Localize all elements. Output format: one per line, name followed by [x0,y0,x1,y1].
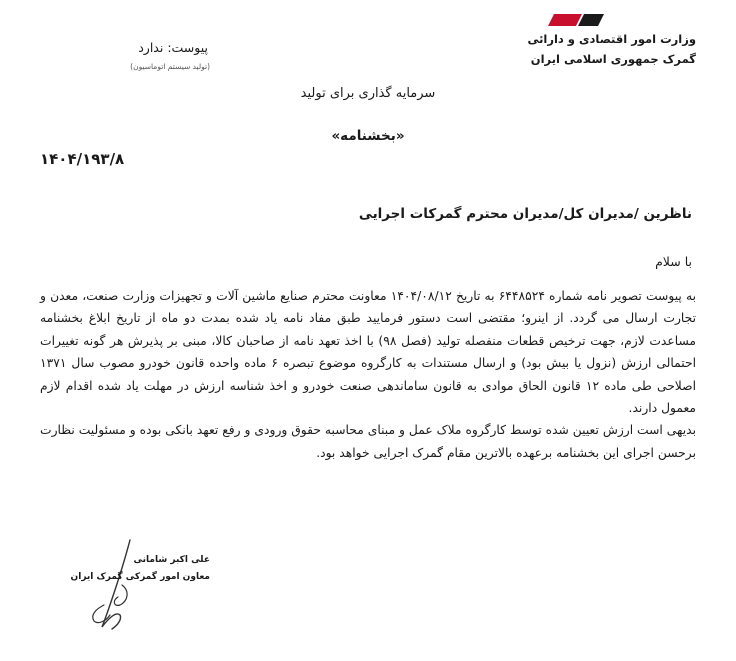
addressee: ناظرین /مدیران کل/مدیران محترم گمرکات اجرایی [358,206,692,222]
signature-block [60,535,280,635]
customs-logo-icon [548,14,604,26]
letter-date: ۱۴۰۴/۱۹۳/۸ [40,150,125,168]
letter-body [40,285,696,464]
body-paragraph-1: به پیوست تصویر نامه شماره ۶۴۴۸۵۲۴ به تاریخ ۱۴۰۴/۰۸/۱۲ معاونت محترم صنایع ماشین آلات و تجهیزات وزارت صنعت، معدن و تجارت ارسال می گردد. از اینرو؛ مقتضی است دستور فرمایید طبق مفاد نامه یاد شده بمدت دو ماه از تاریخ ابلاغ بخشنامه مساعدت لازم، جهت ترخیص قطعات منفصله تولید (فصل ۹۸) با اخذ تعهد نامه از صاحبان کالا، مبنی بر پذیرش هر گونه تغییرات احتمالی ارزش (نزول یا بیش بود) و ارسال مستندات به کارگروه موضوع تبصره ۶ ماده واحده قانون خودرو مصوب سال ۱۳۷۱ اصلاحی طی ماده ۱۲ قانون الحاق موادی به قانون ساماندهی صنعت خودرو و اخذ شناسه ارزش در مهلت یاد شده اقدام لازم معمول دارند. [40,289,697,416]
signatory-title: معاون امور گمرکی گمرک ایران [70,572,210,582]
customs-name: گمرک جمهوری اسلامی ایران [530,52,696,66]
signatory-name: علی اکبر شامانی [133,555,210,565]
greeting: با سلام [655,254,692,269]
handwritten-signature-icon [60,535,280,635]
body-paragraph-2: بدیهی است ارزش تعیین شده توسط کارگروه ملاک عمل و مبنای محاسبه حقوق ورودی و رفع تعهد بانکی بوده و مسئولیت نظارت برحسن اجرای این بخشنامه برعهده بالاترین مقام گمرک اجرایی خواهد بود. [40,423,696,460]
ministry-name: وزارت امور اقتصادی و دارائی [527,32,696,46]
document-type: «بخشنامه» [331,128,405,144]
attachment-note: (تولید سیستم اتوماسیون) [130,62,210,71]
attachment-label: پیوست: ندارد [138,40,208,55]
letter-subject: سرمایه گذاری برای تولید [300,86,436,101]
